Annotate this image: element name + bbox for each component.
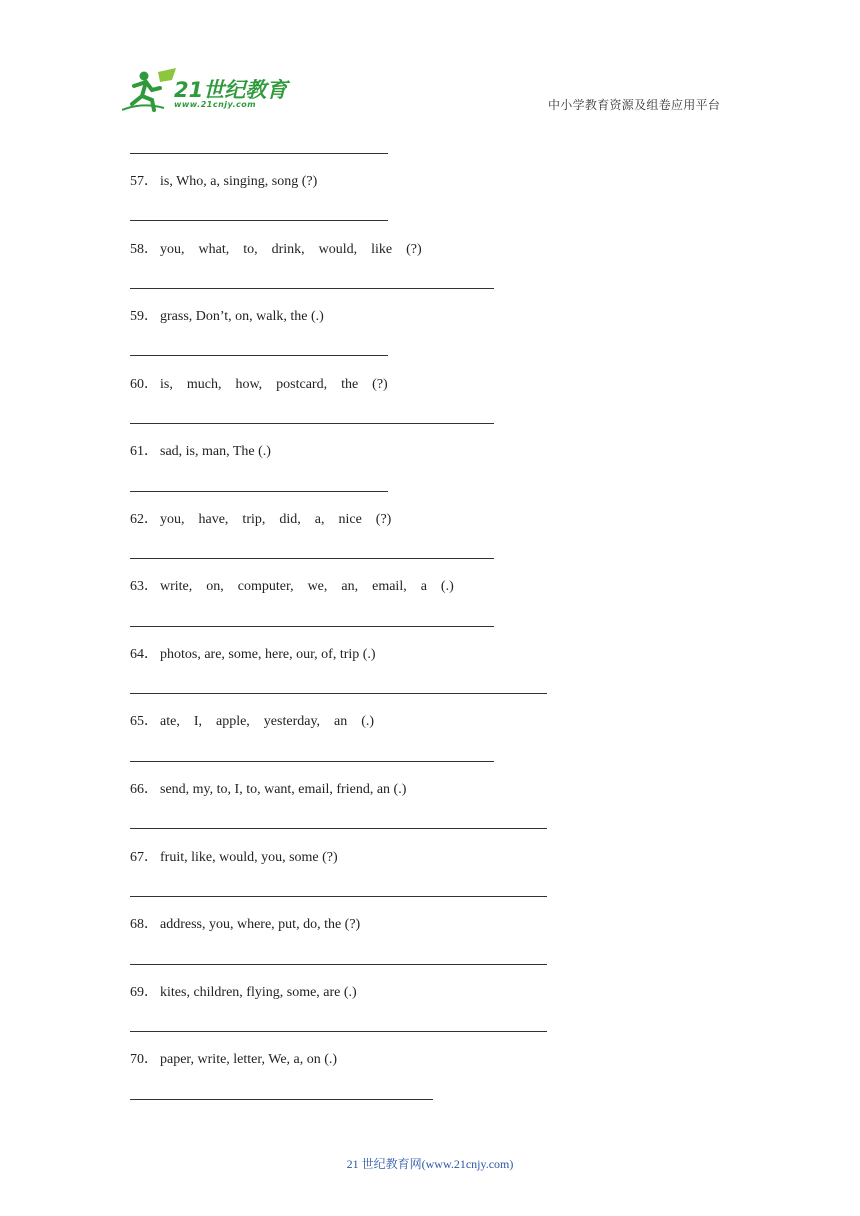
question-number: 60． xyxy=(130,377,158,392)
site-logo xyxy=(122,66,292,118)
question-58 xyxy=(130,242,422,258)
answer-line[interactable] xyxy=(130,1099,433,1100)
question-number: 57． xyxy=(130,174,158,189)
question-60 xyxy=(130,377,388,393)
answer-line[interactable] xyxy=(130,220,388,221)
answer-line[interactable] xyxy=(130,626,494,627)
question-number: 67． xyxy=(130,850,158,865)
question-65 xyxy=(130,714,374,730)
question-text: kites, children, flying, some, are (.) xyxy=(160,985,357,1000)
answer-line[interactable] xyxy=(130,1031,547,1032)
question-number: 65． xyxy=(130,714,158,729)
question-text: is, Who, a, singing, song (?) xyxy=(160,174,318,189)
question-number: 59． xyxy=(130,309,158,324)
question-number: 62． xyxy=(130,512,158,527)
question-64 xyxy=(130,647,376,663)
answer-line[interactable] xyxy=(130,964,547,965)
question-number: 61． xyxy=(130,444,158,459)
page-header xyxy=(0,0,860,130)
question-number: 64． xyxy=(130,647,158,662)
question-63 xyxy=(130,579,454,595)
question-text: send, my, to, I, to, want, email, friend, an (.) xyxy=(160,782,407,797)
question-66 xyxy=(130,782,406,798)
question-67 xyxy=(130,850,338,866)
answer-line[interactable] xyxy=(130,896,547,897)
question-59 xyxy=(130,309,324,325)
question-text: write, on, computer, we, an, email, a (.) xyxy=(160,579,454,594)
question-text: paper, write, letter, We, a, on (.) xyxy=(160,1052,338,1067)
question-text: photos, are, some, here, our, of, trip (.) xyxy=(160,647,376,662)
answer-line[interactable] xyxy=(130,423,494,424)
question-62 xyxy=(130,512,391,528)
question-number: 58． xyxy=(130,242,158,257)
question-text: fruit, like, would, you, some (?) xyxy=(160,850,338,865)
question-70 xyxy=(130,1052,337,1068)
answer-line[interactable] xyxy=(130,491,388,492)
question-61 xyxy=(130,444,271,460)
question-text: sad, is, man, The (.) xyxy=(160,444,271,459)
answer-line[interactable] xyxy=(130,288,494,289)
question-number: 70． xyxy=(130,1052,158,1067)
question-68 xyxy=(130,917,360,933)
question-text: address, you, where, put, do, the (?) xyxy=(160,917,361,932)
answer-line[interactable] xyxy=(130,355,388,356)
question-text: you, have, trip, did, a, nice (?) xyxy=(160,512,392,527)
question-69 xyxy=(130,985,357,1001)
question-text: is, much, how, postcard, the (?) xyxy=(160,377,388,392)
question-number: 66． xyxy=(130,782,158,797)
answer-line[interactable] xyxy=(130,761,494,762)
platform-tagline: 中小学教育资源及组卷应用平台 xyxy=(548,98,721,112)
answer-line[interactable] xyxy=(130,558,494,559)
question-number: 68． xyxy=(130,917,158,932)
question-number: 69． xyxy=(130,985,158,1000)
answer-line[interactable] xyxy=(130,693,547,694)
question-text: grass, Don’t, on, walk, the (.) xyxy=(160,309,324,324)
logo-url: www.21cnjy.com xyxy=(174,100,257,109)
question-text: you, what, to, drink, would, like (?) xyxy=(160,242,422,257)
question-57 xyxy=(130,174,317,190)
answer-line[interactable] xyxy=(130,828,547,829)
logo-title: 21世纪教育 xyxy=(174,78,288,102)
question-text: ate, I, apple, yesterday, an (.) xyxy=(160,714,375,729)
page-footer[interactable]: 21 世纪教育网(www.21cnjy.com) xyxy=(346,1157,514,1171)
answer-line[interactable] xyxy=(130,153,388,154)
question-number: 63． xyxy=(130,579,158,594)
